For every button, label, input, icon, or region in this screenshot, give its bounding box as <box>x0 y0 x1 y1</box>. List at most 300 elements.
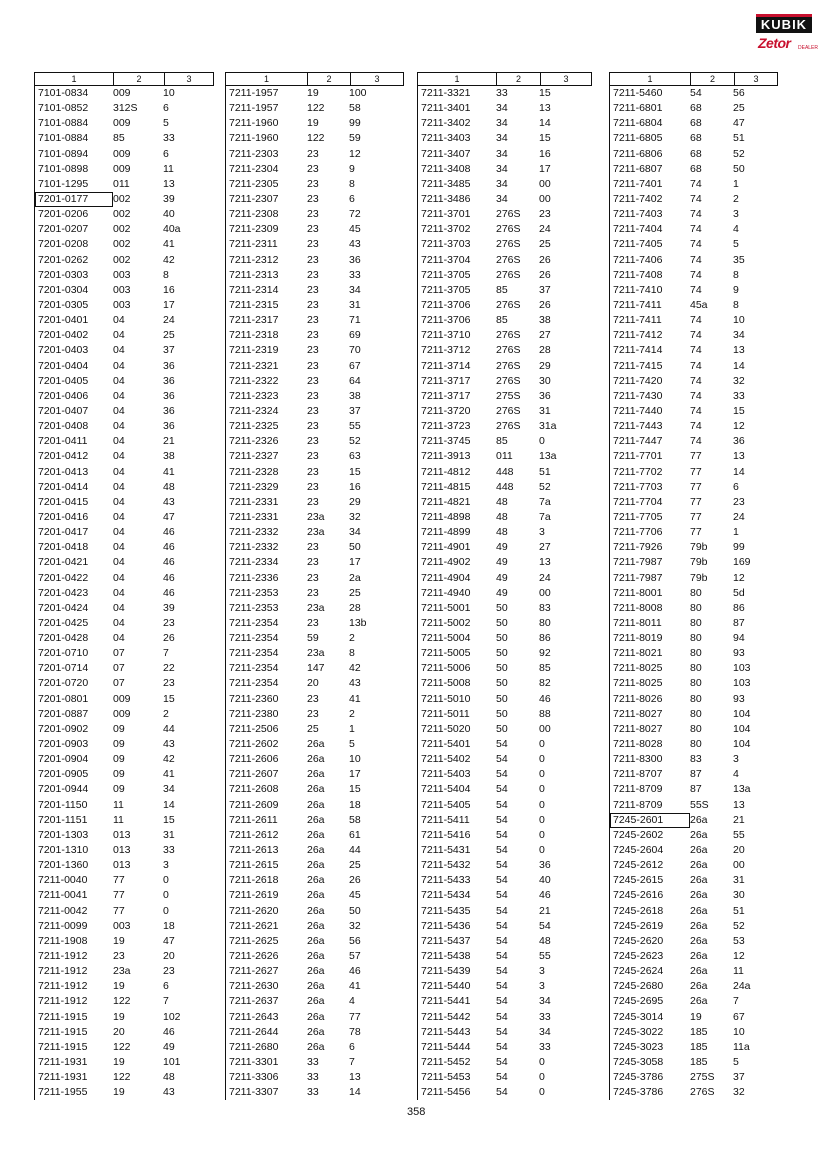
table-row <box>418 268 592 283</box>
table-row <box>418 798 592 813</box>
part-number-cell: 7211-2608 <box>229 783 279 796</box>
table-row <box>35 222 214 237</box>
table-row <box>418 767 592 782</box>
group-cell: 54 <box>496 1071 508 1084</box>
position-cell: 30 <box>539 374 551 387</box>
table-row <box>610 116 778 131</box>
table-row <box>418 540 592 555</box>
part-number-cell: 7201-1151 <box>38 813 88 826</box>
table-row <box>226 767 404 782</box>
column-header-1: 1 <box>71 74 77 84</box>
table-row <box>226 1010 404 1025</box>
position-cell: 6 <box>733 480 739 493</box>
group-cell: 33 <box>496 87 508 99</box>
position-cell: 69 <box>349 329 361 342</box>
part-number-cell: 7211-1912 <box>38 980 88 993</box>
table-row <box>226 480 404 495</box>
position-cell: 13a <box>733 783 751 796</box>
table-row <box>35 1025 214 1040</box>
position-cell: 77 <box>349 1010 361 1023</box>
part-number-cell: 7211-3702 <box>421 223 471 236</box>
table-row <box>610 465 778 480</box>
group-cell: 26a <box>690 919 708 932</box>
group-cell: 74 <box>690 268 702 281</box>
group-cell: 49 <box>496 571 508 584</box>
position-cell: 64 <box>349 374 361 387</box>
part-number-cell: 7211-7704 <box>613 495 663 508</box>
table-row <box>35 86 214 101</box>
position-cell: 24a <box>733 980 751 993</box>
table-row <box>226 525 404 540</box>
part-number-cell: 7211-5440 <box>421 980 471 993</box>
table-row <box>226 131 404 146</box>
group-cell: 23 <box>307 480 319 493</box>
group-cell: 26a <box>307 844 325 857</box>
part-number-cell: 7211-3717 <box>421 374 471 387</box>
position-cell: 13 <box>163 177 175 190</box>
group-cell: 26a <box>307 768 325 781</box>
part-number-cell: 7211-5434 <box>421 889 471 902</box>
part-number-cell: 7211-2354 <box>229 662 279 675</box>
part-number-cell: 7211-0040 <box>38 874 88 887</box>
position-cell: 12 <box>733 420 745 433</box>
position-cell: 23 <box>163 616 175 629</box>
group-cell: 26a <box>690 934 708 947</box>
group-cell: 23a <box>307 601 325 614</box>
group-cell: 54 <box>496 768 508 781</box>
table-row <box>226 661 404 676</box>
position-cell: 26 <box>539 298 551 311</box>
part-number-cell: 7201-0415 <box>38 495 89 508</box>
table-row <box>610 798 778 813</box>
part-number-cell: 7211-8001 <box>613 586 663 599</box>
part-number-cell: 7201-0411 <box>38 435 88 448</box>
group-cell: 54 <box>496 783 508 796</box>
group-cell: 80 <box>690 677 702 690</box>
table-row <box>35 192 214 207</box>
table-row <box>35 676 214 691</box>
table-row <box>610 858 778 873</box>
part-number-cell: 7211-2625 <box>229 934 279 947</box>
table-row <box>35 798 214 813</box>
position-cell: 45 <box>349 889 361 902</box>
group-cell: 23 <box>307 707 319 720</box>
table-row <box>418 359 592 374</box>
part-number-cell: 7211-2309 <box>229 223 279 236</box>
group-cell: 04 <box>113 541 125 554</box>
position-cell: 43 <box>163 738 175 751</box>
table-row <box>610 676 778 691</box>
group-cell: 54 <box>496 844 508 857</box>
table-row <box>35 389 214 404</box>
table-row <box>418 1070 592 1085</box>
column-header-3: 3 <box>540 73 591 85</box>
table-row <box>610 979 778 994</box>
table-row <box>610 692 778 707</box>
table-row <box>610 616 778 631</box>
part-number-cell: 7211-5442 <box>421 1010 471 1023</box>
part-number-cell: 7211-3704 <box>421 253 471 266</box>
group-cell: 59 <box>307 632 319 645</box>
table-row <box>35 1070 214 1085</box>
part-number-cell: 7201-1150 <box>38 798 88 811</box>
part-number-cell: 7201-0206 <box>38 208 89 221</box>
part-number-cell: 7201-0425 <box>38 616 89 629</box>
group-cell: 009 <box>113 692 131 705</box>
position-cell: 72 <box>349 208 361 221</box>
table-row <box>610 1085 778 1100</box>
part-number-cell: 7211-4940 <box>421 586 471 599</box>
group-cell: 23 <box>307 450 319 463</box>
group-cell: 26a <box>690 844 708 857</box>
position-cell: 13 <box>733 344 745 357</box>
position-cell: 86 <box>733 601 745 614</box>
group-cell: 74 <box>690 344 702 357</box>
table-row <box>226 465 404 480</box>
group-cell: 276S <box>496 329 521 342</box>
position-cell: 16 <box>539 147 551 160</box>
group-cell: 26a <box>690 859 708 872</box>
table-row <box>418 661 592 676</box>
position-cell: 4 <box>733 223 739 236</box>
table-row <box>226 540 404 555</box>
group-cell: 25 <box>307 722 319 735</box>
part-number-cell: 7211-4901 <box>421 541 471 554</box>
group-cell: 26a <box>307 1040 325 1053</box>
group-cell: 04 <box>113 420 125 433</box>
table-row <box>35 343 214 358</box>
table-row <box>35 1010 214 1025</box>
position-cell: 21 <box>733 813 745 826</box>
group-cell: 276S <box>496 208 521 221</box>
part-number-cell: 7211-7402 <box>613 192 663 205</box>
table-row <box>610 525 778 540</box>
group-cell: 33 <box>307 1071 319 1084</box>
group-cell: 04 <box>113 374 125 387</box>
part-number-cell: 7211-7411 <box>613 298 662 311</box>
position-cell: 27 <box>539 541 551 554</box>
table-row <box>35 495 214 510</box>
position-cell: 12 <box>733 950 745 963</box>
group-cell: 276S <box>496 359 521 372</box>
table-row <box>226 147 404 162</box>
table-row <box>610 919 778 934</box>
column-header-1: 1 <box>263 74 269 84</box>
part-number-cell: 7211-4815 <box>421 480 471 493</box>
table-row <box>226 994 404 1009</box>
group-cell: 49 <box>496 586 508 599</box>
part-number-cell: 7201-0402 <box>38 329 89 342</box>
position-cell: 40 <box>163 208 175 221</box>
group-cell: 003 <box>113 298 131 311</box>
column-header-row <box>34 72 214 86</box>
group-cell: 77 <box>690 495 702 508</box>
position-cell: 0 <box>539 798 545 811</box>
group-cell: 448 <box>496 465 514 478</box>
group-cell: 77 <box>690 480 702 493</box>
column-header-2: 2 <box>496 73 540 85</box>
part-number-cell: 7245-2602 <box>613 828 664 841</box>
position-cell: 13 <box>733 798 745 811</box>
column-header-row <box>609 72 778 86</box>
group-cell: 26a <box>307 995 325 1008</box>
part-number-cell: 7211-8027 <box>613 722 663 735</box>
position-cell: 50 <box>349 904 361 917</box>
group-cell: 50 <box>496 632 508 645</box>
group-cell: 23 <box>307 692 319 705</box>
parts-table <box>34 86 214 1100</box>
position-cell: 94 <box>733 632 745 645</box>
table-row <box>35 873 214 888</box>
part-number-cell: 7211-2325 <box>229 420 279 433</box>
group-cell: 54 <box>496 904 508 917</box>
part-number-cell: 7211-2314 <box>229 283 279 296</box>
part-number-cell: 7211-1931 <box>38 1056 88 1068</box>
group-cell: 26a <box>307 738 325 751</box>
position-cell: 50 <box>733 162 745 175</box>
position-cell: 00 <box>733 859 745 872</box>
position-cell: 7a <box>539 510 551 523</box>
position-cell: 51 <box>733 132 745 145</box>
position-cell: 14 <box>539 117 551 130</box>
group-cell: 04 <box>113 526 125 539</box>
position-cell: 25 <box>163 329 175 342</box>
position-cell: 103 <box>733 662 751 675</box>
group-cell: 23 <box>307 268 319 281</box>
part-number-cell: 7211-2323 <box>229 389 279 402</box>
table-row <box>226 283 404 298</box>
part-number-cell: 7211-1955 <box>38 1086 88 1099</box>
part-number-cell: 7211-3321 <box>421 87 471 99</box>
position-cell: 8 <box>349 177 355 190</box>
part-number-cell: 7211-5453 <box>421 1071 471 1084</box>
group-cell: 23 <box>307 374 319 387</box>
group-cell: 50 <box>496 647 508 660</box>
position-cell: 103 <box>733 677 751 690</box>
group-cell: 122 <box>113 1040 131 1053</box>
part-number-cell: 7211-0099 <box>38 919 88 932</box>
group-cell: 23 <box>307 177 319 190</box>
position-cell: 40a <box>163 223 181 236</box>
position-cell: 38 <box>539 314 551 327</box>
part-number-cell: 7245-2619 <box>613 919 664 932</box>
part-number-cell: 7245-3786 <box>613 1071 664 1084</box>
group-cell: 23 <box>307 238 319 251</box>
position-cell: 46 <box>349 965 361 978</box>
position-cell: 101 <box>163 1056 181 1068</box>
position-cell: 63 <box>349 450 361 463</box>
position-cell: 2 <box>163 707 169 720</box>
group-cell: 009 <box>113 87 131 99</box>
part-number-cell: 7245-2624 <box>613 965 664 978</box>
table-row <box>35 328 214 343</box>
position-cell: 21 <box>163 435 175 448</box>
position-cell: 0 <box>539 783 545 796</box>
part-number-cell: 7211-2329 <box>229 480 279 493</box>
table-row <box>418 737 592 752</box>
position-cell: 102 <box>163 1010 181 1023</box>
table-row <box>226 192 404 207</box>
position-cell: 5 <box>349 738 355 751</box>
table-row <box>418 843 592 858</box>
table-row <box>35 949 214 964</box>
position-cell: 47 <box>733 117 745 130</box>
part-number-cell: 7211-2613 <box>229 844 279 857</box>
group-cell: 54 <box>496 980 508 993</box>
group-cell: 68 <box>690 117 702 130</box>
part-number-cell: 7211-2307 <box>229 192 279 205</box>
part-number-cell: 7211-3408 <box>421 162 471 175</box>
position-cell: 31 <box>163 828 175 841</box>
table-row <box>226 1025 404 1040</box>
position-cell: 52 <box>349 435 361 448</box>
column-header-2: 2 <box>307 73 350 85</box>
position-cell: 24 <box>539 223 551 236</box>
group-cell: 74 <box>690 208 702 221</box>
position-cell: 36 <box>163 374 175 387</box>
group-cell: 19 <box>307 87 319 99</box>
group-cell: 79b <box>690 541 708 554</box>
group-cell: 85 <box>496 283 508 296</box>
position-cell: 37 <box>733 1071 745 1084</box>
position-cell: 58 <box>349 813 361 826</box>
table-row <box>610 1055 778 1070</box>
table-row <box>226 707 404 722</box>
part-number-cell: 7211-2331 <box>229 510 279 523</box>
group-cell: 448 <box>496 480 514 493</box>
group-cell: 20 <box>307 677 319 690</box>
position-cell: 7 <box>733 995 739 1008</box>
part-number-cell: 7211-5439 <box>421 965 471 978</box>
position-cell: 26 <box>349 874 361 887</box>
group-cell: 122 <box>307 132 325 145</box>
group-cell: 54 <box>496 950 508 963</box>
position-cell: 0 <box>539 738 545 751</box>
position-cell: 25 <box>349 586 361 599</box>
part-number-cell: 7211-2606 <box>229 753 279 766</box>
part-number-cell: 7211-3703 <box>421 238 471 251</box>
part-number-cell: 7211-7404 <box>613 223 663 236</box>
group-cell: 74 <box>690 314 702 327</box>
group-cell: 04 <box>113 556 125 569</box>
table-row <box>226 207 404 222</box>
table-row <box>35 631 214 646</box>
group-cell: 23 <box>307 586 319 599</box>
table-row <box>610 404 778 419</box>
group-cell: 54 <box>496 859 508 872</box>
group-cell: 09 <box>113 783 125 796</box>
table-row <box>226 328 404 343</box>
part-number-cell: 7211-5456 <box>421 1086 471 1099</box>
position-cell: 20 <box>163 950 175 963</box>
position-cell: 23 <box>539 208 551 221</box>
position-cell: 10 <box>733 1025 745 1038</box>
group-cell: 54 <box>496 753 508 766</box>
position-cell: 26 <box>539 253 551 266</box>
group-cell: 23 <box>307 420 319 433</box>
position-cell: 169 <box>733 556 751 569</box>
position-cell: 0 <box>163 874 169 887</box>
table-row <box>610 268 778 283</box>
group-cell: 19 <box>113 980 125 993</box>
group-cell: 23 <box>307 298 319 311</box>
position-cell: 8 <box>733 298 739 311</box>
table-row <box>35 904 214 919</box>
table-row <box>226 343 404 358</box>
table-row <box>35 419 214 434</box>
position-cell: 3 <box>733 208 739 221</box>
group-cell: 04 <box>113 510 125 523</box>
table-row <box>610 253 778 268</box>
group-cell: 276S <box>690 1086 715 1099</box>
part-number-cell: 7211-8025 <box>613 662 663 675</box>
part-number-cell: 7201-0428 <box>38 632 89 645</box>
position-cell: 34 <box>163 783 175 796</box>
position-cell: 33 <box>539 1040 551 1053</box>
group-cell: 54 <box>496 1086 508 1099</box>
part-number-cell: 7211-4812 <box>421 465 471 478</box>
table-row <box>35 979 214 994</box>
group-cell: 276S <box>496 420 521 433</box>
table-row <box>418 374 592 389</box>
table-row <box>610 586 778 601</box>
table-row <box>35 253 214 268</box>
table-row <box>610 313 778 328</box>
position-cell: 0 <box>539 813 545 826</box>
group-cell: 54 <box>690 87 702 99</box>
group-cell: 04 <box>113 480 125 493</box>
part-number-cell: 7201-0401 <box>38 314 89 327</box>
table-row <box>226 601 404 616</box>
column-header-2: 2 <box>690 73 734 85</box>
position-cell: 78 <box>349 1025 361 1038</box>
part-number-cell: 7211-2627 <box>229 965 279 978</box>
table-row <box>35 646 214 661</box>
part-number-cell: 7245-3022 <box>613 1025 664 1038</box>
table-row <box>35 162 214 177</box>
table-row <box>226 934 404 949</box>
position-cell: 45 <box>349 223 361 236</box>
part-number-cell: 7211-5001 <box>421 601 471 614</box>
position-cell: 1 <box>733 526 739 539</box>
position-cell: 00 <box>539 722 551 735</box>
table-row <box>610 328 778 343</box>
position-cell: 67 <box>733 1010 745 1023</box>
position-cell: 4 <box>733 768 739 781</box>
table-row <box>226 888 404 903</box>
position-cell: 52 <box>539 480 551 493</box>
position-cell: 27 <box>539 329 551 342</box>
group-cell: 77 <box>113 904 125 917</box>
part-number-cell: 7211-5010 <box>421 692 471 705</box>
part-number-cell: 7211-7408 <box>613 268 663 281</box>
part-number-cell: 7201-0406 <box>38 389 89 402</box>
part-number-cell: 7211-2607 <box>229 768 279 781</box>
table-row <box>418 979 592 994</box>
part-number-cell: 7211-8709 <box>613 783 663 796</box>
table-row <box>610 904 778 919</box>
part-number-cell: 7211-1912 <box>38 965 88 978</box>
table-row <box>35 782 214 797</box>
table-row <box>226 101 404 116</box>
position-cell: 70 <box>349 344 361 357</box>
position-cell: 93 <box>733 692 745 705</box>
table-row <box>226 813 404 828</box>
position-cell: 5 <box>163 117 169 130</box>
table-row <box>35 177 214 192</box>
table-row <box>35 616 214 631</box>
part-number-cell: 7245-2601 <box>610 813 690 828</box>
